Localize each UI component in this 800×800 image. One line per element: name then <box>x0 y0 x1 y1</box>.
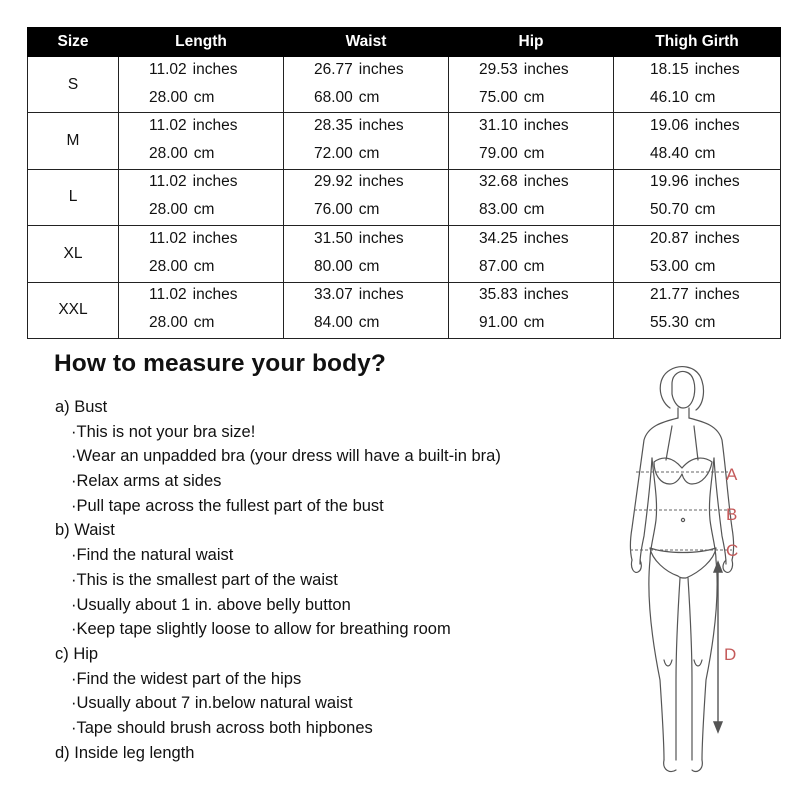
thigh-cell <box>614 226 781 282</box>
guide-section-label: a) Bust <box>55 398 108 416</box>
hip-value <box>449 140 613 168</box>
waist-cell <box>284 282 449 338</box>
length-value <box>119 253 283 281</box>
arrow-up <box>714 562 722 572</box>
value-unit: cm <box>694 257 716 275</box>
thigh-value <box>614 281 780 309</box>
value-number: 11.02 <box>149 117 187 135</box>
guide-tip: ·Keep tape slightly loose to allow for breathing room <box>71 620 451 639</box>
value-number: 68.00 <box>314 88 353 106</box>
guide-tip: ·Wear an unpadded bra (your dress will have a built-in bra) <box>71 447 501 466</box>
value-number: 11.02 <box>149 60 187 78</box>
waist-value <box>284 253 448 281</box>
value-unit: inches <box>694 229 740 247</box>
waist-value <box>284 309 448 337</box>
value-unit: cm <box>523 257 545 275</box>
hip-value <box>449 84 613 112</box>
waist-value <box>284 84 448 112</box>
thigh-cell <box>614 57 781 113</box>
guide-tip: ·Relax arms at sides <box>71 472 222 491</box>
value-number: 19.96 <box>650 173 689 191</box>
size-cell: L <box>28 169 119 225</box>
value-number: 79.00 <box>479 145 518 163</box>
hip-cell <box>449 282 614 338</box>
thigh-value <box>614 168 780 196</box>
guide-tip: ·This is not your bra size! <box>71 422 256 441</box>
length-value <box>119 309 283 337</box>
marker-a: A <box>726 465 738 484</box>
table-body <box>28 57 781 339</box>
value-number: 28.35 <box>314 117 353 135</box>
figure-right-leg <box>702 560 717 760</box>
length-value <box>119 281 283 309</box>
header-waist: Waist <box>284 28 449 57</box>
value-unit: cm <box>694 145 716 163</box>
value-unit: inches <box>192 117 238 135</box>
value-number: 80.00 <box>314 257 353 275</box>
figure-right-hand <box>723 560 733 572</box>
hip-value <box>449 309 613 337</box>
value-number: 76.00 <box>314 201 353 219</box>
measurement-guide <box>55 395 501 765</box>
value-unit: cm <box>694 314 716 332</box>
hip-cell <box>449 226 614 282</box>
hip-value <box>449 281 613 309</box>
value-number: 18.15 <box>650 60 689 78</box>
value-unit: cm <box>193 145 215 163</box>
figure-inner-legs <box>676 578 692 760</box>
size-cell: S <box>28 57 119 113</box>
value-unit: inches <box>523 229 569 247</box>
marker-b: B <box>726 505 738 524</box>
value-number: 35.83 <box>479 286 518 304</box>
value-number: 53.00 <box>650 257 689 275</box>
guide-tip: ·This is the smallest part of the waist <box>71 570 338 589</box>
value-unit: inches <box>358 173 404 191</box>
value-number: 26.77 <box>314 60 353 78</box>
value-number: 46.10 <box>650 88 689 106</box>
value-number: 28.00 <box>149 314 188 332</box>
waist-value <box>284 225 448 253</box>
value-number: 31.50 <box>314 229 353 247</box>
value-unit: cm <box>358 257 380 275</box>
table-row <box>28 169 781 225</box>
waist-cell <box>284 57 449 113</box>
hip-cell <box>449 169 614 225</box>
value-unit: inches <box>192 60 238 78</box>
hip-value <box>449 168 613 196</box>
guide-section-label: c) Hip <box>55 644 99 663</box>
length-value <box>119 168 283 196</box>
size-cell: XL <box>28 226 119 282</box>
guide-section-label: d) Inside leg length <box>55 743 195 762</box>
body-measurement-figure <box>610 360 760 780</box>
value-number: 11.02 <box>149 173 187 191</box>
value-unit: inches <box>694 286 740 304</box>
size-cell: M <box>28 113 119 169</box>
guide-tip: ·Find the natural waist <box>71 546 234 565</box>
waist-value <box>284 196 448 224</box>
hip-value <box>449 225 613 253</box>
length-value <box>119 84 283 112</box>
waist-value <box>284 281 448 309</box>
hip-value <box>449 112 613 140</box>
guide-tip: ·Tape should brush across both hipbones <box>71 718 373 737</box>
value-number: 48.40 <box>650 145 689 163</box>
value-unit: inches <box>523 173 569 191</box>
size-chart-table <box>27 27 781 339</box>
hip-cell <box>449 113 614 169</box>
length-cell <box>119 57 284 113</box>
value-unit: inches <box>523 60 569 78</box>
value-unit: inches <box>694 60 740 78</box>
hip-cell <box>449 57 614 113</box>
value-unit: cm <box>523 201 545 219</box>
value-number: 28.00 <box>149 145 188 163</box>
table-row <box>28 57 781 113</box>
value-number: 33.07 <box>314 286 353 304</box>
value-unit: inches <box>694 117 740 135</box>
thigh-value <box>614 196 780 224</box>
value-number: 20.87 <box>650 229 689 247</box>
header-hip: Hip <box>449 28 614 57</box>
hip-value <box>449 196 613 224</box>
value-unit: inches <box>358 117 404 135</box>
waist-cell <box>284 226 449 282</box>
value-number: 87.00 <box>479 257 518 275</box>
value-unit: inches <box>192 286 238 304</box>
thigh-cell <box>614 282 781 338</box>
length-value <box>119 140 283 168</box>
value-number: 50.70 <box>650 201 689 219</box>
value-unit: cm <box>358 201 380 219</box>
figure-feet <box>664 760 703 772</box>
guide-tip: ·Usually about 1 in. above belly button <box>71 595 351 614</box>
value-unit: cm <box>193 88 215 106</box>
guide-section-label: b) Waist <box>55 521 115 540</box>
thigh-cell <box>614 113 781 169</box>
value-unit: cm <box>193 257 215 275</box>
table-row <box>28 113 781 169</box>
waist-value <box>284 168 448 196</box>
figure-underwear <box>650 548 716 578</box>
value-number: 28.00 <box>149 257 188 275</box>
value-number: 28.00 <box>149 88 188 106</box>
value-number: 19.06 <box>650 117 689 135</box>
value-number: 72.00 <box>314 145 353 163</box>
guide-tip: ·Pull tape across the fullest part of the bust <box>71 496 384 515</box>
value-unit: inches <box>523 117 569 135</box>
thigh-value <box>614 309 780 337</box>
value-number: 32.68 <box>479 173 518 191</box>
thigh-value <box>614 84 780 112</box>
value-unit: inches <box>358 286 404 304</box>
header-length: Length <box>119 28 284 57</box>
figure-head <box>672 372 695 409</box>
value-unit: cm <box>358 88 380 106</box>
hip-value <box>449 253 613 281</box>
value-number: 91.00 <box>479 314 518 332</box>
value-number: 84.00 <box>314 314 353 332</box>
waist-cell <box>284 169 449 225</box>
table-row <box>28 226 781 282</box>
length-value <box>119 196 283 224</box>
figure-neck <box>678 408 689 418</box>
waist-value <box>284 140 448 168</box>
header-size: Size <box>28 28 119 57</box>
value-unit: cm <box>523 88 545 106</box>
value-number: 11.02 <box>149 286 187 304</box>
marker-d: D <box>724 645 737 664</box>
value-number: 31.10 <box>479 117 518 135</box>
value-unit: inches <box>358 60 404 78</box>
length-cell <box>119 282 284 338</box>
length-value <box>119 225 283 253</box>
value-unit: inches <box>358 229 404 247</box>
guide-title: How to measure your body? <box>54 350 386 377</box>
value-unit: cm <box>694 88 716 106</box>
table-header-row <box>28 28 781 57</box>
value-unit: cm <box>523 314 545 332</box>
waist-value <box>284 112 448 140</box>
value-number: 55.30 <box>650 314 689 332</box>
size-cell: XXL <box>28 282 119 338</box>
length-cell <box>119 113 284 169</box>
arrow-down <box>714 722 722 732</box>
value-unit: cm <box>694 201 716 219</box>
value-unit: cm <box>193 201 215 219</box>
value-number: 29.92 <box>314 173 353 191</box>
table-row <box>28 282 781 338</box>
value-unit: cm <box>358 314 380 332</box>
value-unit: cm <box>523 145 545 163</box>
length-cell <box>119 226 284 282</box>
value-number: 21.77 <box>650 286 689 304</box>
thigh-value <box>614 112 780 140</box>
figure-bra <box>654 458 712 484</box>
value-number: 11.02 <box>149 229 187 247</box>
value-unit: cm <box>358 145 380 163</box>
thigh-value <box>614 140 780 168</box>
value-unit: cm <box>193 314 215 332</box>
figure-hair <box>660 367 703 410</box>
thigh-cell <box>614 169 781 225</box>
waist-value <box>284 56 448 84</box>
value-unit: inches <box>192 173 238 191</box>
figure-left-arm <box>631 418 679 560</box>
marker-c: C <box>726 541 739 560</box>
length-value <box>119 112 283 140</box>
length-cell <box>119 169 284 225</box>
thigh-value <box>614 225 780 253</box>
figure-left-leg <box>649 560 664 760</box>
value-number: 75.00 <box>479 88 518 106</box>
value-number: 29.53 <box>479 60 518 78</box>
length-value <box>119 56 283 84</box>
header-thigh-girth: Thigh Girth <box>614 28 781 57</box>
value-unit: inches <box>192 229 238 247</box>
thigh-value <box>614 56 780 84</box>
guide-tip: ·Usually about 7 in.below natural waist <box>71 694 353 713</box>
value-unit: inches <box>694 173 740 191</box>
hip-value <box>449 56 613 84</box>
value-number: 28.00 <box>149 201 188 219</box>
guide-tip: ·Find the widest part of the hips <box>71 669 302 688</box>
value-number: 83.00 <box>479 201 518 219</box>
thigh-value <box>614 253 780 281</box>
value-unit: inches <box>523 286 569 304</box>
value-number: 34.25 <box>479 229 518 247</box>
waist-cell <box>284 113 449 169</box>
